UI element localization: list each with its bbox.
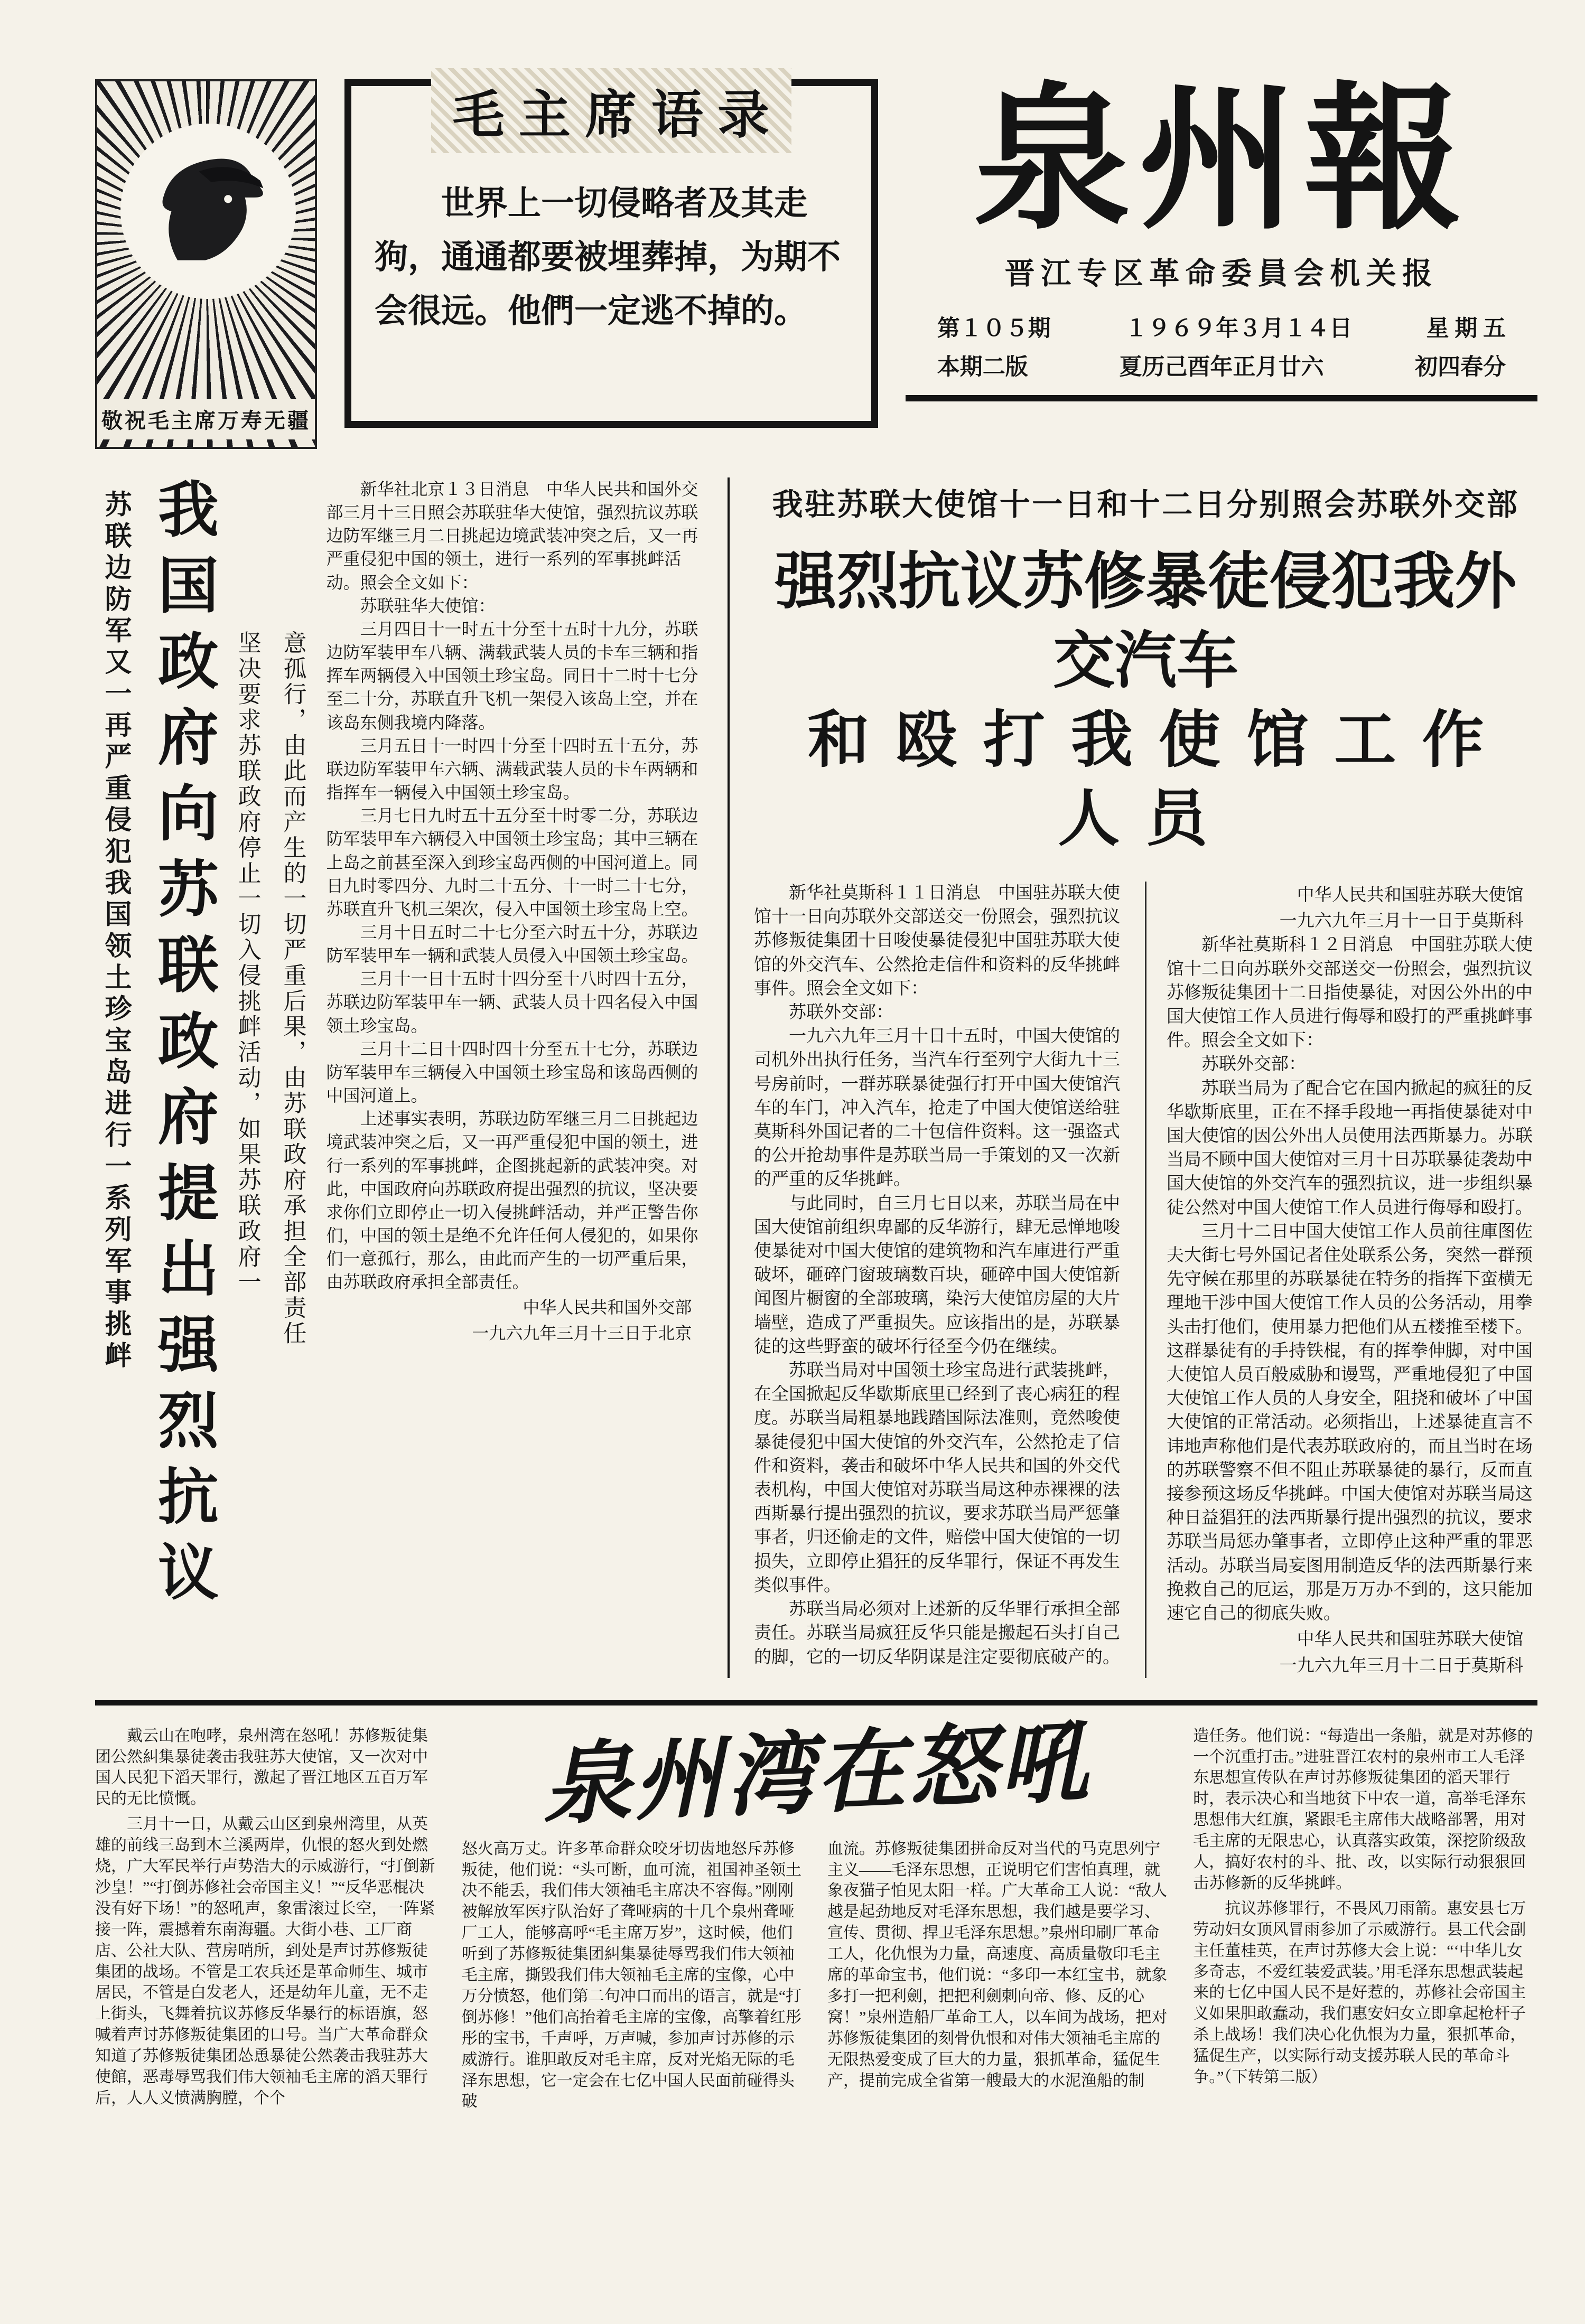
edition-count: 本期二版 [937,354,1028,380]
paragraph: 怒火高万丈。许多革命群众咬牙切齿地怒斥苏修叛徒，他们说：“头可断，血可流，祖国神圣领土决不能丢，我们伟大领袖毛主席决不容侮。”刚刚被解放军医疗队治好了聋哑病的十几个泉州聋哑厂工人，能够高呼“毛主席万岁”，这时候，他们听到了苏修叛徒集团糾集暴徒辱骂我们伟大领袖毛主席，撕毁我们伟大领袖毛主席的宝像，心中万分愤怒，他们第二句冲口而出的语言，就是“打倒苏修！”他们高抬着毛主席的宝像，高擎着红彤彤的宝书，千声呼，万声喊，参加声讨苏修的示威游行。谁胆敢反对毛主席，反对光焰无际的毛泽东思想，它一定会在七亿中国人民面前碰得头破 [461,1840,802,2111]
portrait-circle [120,124,296,299]
paragraph: 三月五日十一时四十分至十四时五十五分，苏联边防军装甲车六辆、满载武装人员的卡车两辆和指挥车一辆侵入中国领土珍宝岛。 [326,736,698,802]
bottom-article [95,1709,1537,2117]
quote-text: 世界上一切侵略者及其走狗，通通都要被埋葬掉，为期不会很远。他們一定逃不掉的。 [375,185,841,330]
signature: 中华人民共和国驻苏联大使馆 [1297,1630,1524,1650]
bottom-column-1 [95,1726,440,2117]
paragraph: 苏联当局必须对上述新的反华罪行承担全部责任。苏联当局疯狂反华只能是搬起石头打自己的脚，它的一切反华阴谋是注定要彻底破产的。 [754,1600,1120,1667]
article-column-left [754,882,1125,1678]
edition-info-row [937,349,1506,381]
masthead-row [95,67,1537,449]
signature-date: 一九六九年三月十二日于莫斯科 [1279,1656,1524,1675]
quote-box-title: 毛主席语录 [431,68,791,153]
portrait-caption: 敬祝毛主席万寿无疆 [97,399,315,439]
paragraph: 苏联当局为了配合它在国内掀起的疯狂的反华歇斯底里，正在不择手段地一再指使暴徒对中国大使馆的因公外出人员使用法西斯暴力。苏联当局不顾中国大使馆对三月十日苏联暴徒袭劫中国大使馆的外交汽车的强烈抗议，进一步组织暴徒公然对中国大使馆工作人员进行侮辱和殴打。 [1167,1079,1533,1217]
paragraph: 一九六九年三月十日十五时，中国大使馆的司机外出执行任务，当汽车行至列宁大街九十三号房前时，一群苏联暴徒强行打开中国大使馆汽车的车门，冲入汽车，抢走了中国大使馆送给驻莫斯科外国记者的二十包信件资料。这一强盗式的公开抢劫事件是苏联当局一手策划的又一次新的严重的反华挑衅。 [754,1027,1120,1189]
signature-date: 一九六九年三月十三日于北京 [472,1323,692,1343]
paragraph: 三月四日十一时五十分至十五时十九分，苏联边防军装甲车八辆、满载武装人员的卡车三辆和指挥车两辆侵入中国领土珍宝岛。同日十二时十七分至二十分，苏联直升飞机一架侵入该岛上空，并在该岛东侧我境内降落。 [326,619,698,732]
paragraph: 戴云山在咆哮，泉州湾在怒吼！苏修叛徒集团公然糾集暴徒袭击我驻苏大使馆，又一次对中国人民犯下滔天罪行，激起了晋江地区五百万军民的无比愤慨。 [95,1727,428,1808]
paragraph: 苏联外交部： [789,1003,893,1023]
article-column-right [1145,882,1537,1678]
section-divider-rule [95,1700,1537,1705]
newspaper-title: 泉州報 [973,67,1470,251]
embassy-protest-article [728,477,1537,1678]
paragraph: 新华社北京１３日消息 中华人民共和国外交部三月十三日照会苏联驻华大使馆，强烈抗议苏联边防军继三月二日挑起边境武装冲突之后，又一再严重侵犯中国的领土，进行一系列的军事挑衅活动。照会全文如下： [326,480,698,592]
solar-term: 初四春分 [1415,354,1506,380]
middle-section [95,477,1537,1678]
protest-note-paragraphs [326,477,705,1294]
main-headline-line2: 和殴打我使馆工作人员 [807,705,1510,854]
bottom-middle-columns [462,1839,1171,2117]
signature: 中华人民共和国外交部 [523,1298,692,1317]
bottom-middle [461,1709,1171,2117]
paragraph: 上述事实表明，苏联边防军继三月二日挑起边境武装冲突之后，又一再严重侵犯中国的领土，进行一系列的军事挑衅，企图挑起新的武装冲突。对此，中国政府向苏联政府提出强烈的抗议，坚决要求你们立即停止一切入侵挑衅活动，并严正警告你们，中国的领土是绝不允许任何人侵犯的，如果你们一意孤行，那么，由此而产生的一切严重后果，由苏联政府承担全部责任。 [326,1109,698,1292]
mao-silhouette-icon [132,135,285,288]
vertical-subhead-2: 意孤行，由此而产生的一切严重后果，由苏联政府承担全部责任 [279,631,306,1347]
mao-portrait [95,79,317,449]
calligraphy-title: 泉州湾在怒吼 [540,1709,1093,1838]
vertical-kicker: 苏联边防军又一再严重侵犯我国领土珍宝岛进行一系列军事挑衅 [101,490,132,1373]
article-columns [754,882,1537,1678]
issue-date: １９６９年３月１４日 [1125,316,1353,341]
paragraph: 三月十二日十四时四十分至五十七分，苏联边防军装甲车三辆侵入中国领土珍宝岛和该岛西侧的中国河道上。 [326,1039,698,1105]
paragraph: 三月十日五时二十七分至六时五十分，苏联边防军装甲车一辆和武装人员侵入中国领土珍宝岛。 [326,922,698,966]
bottom-column-4 [1193,1726,1537,2117]
paragraph: 三月十二日中国大使馆工作人员前往庫图佐夫大街七号外国记者住处联系公务，突然一群预先守候在那里的苏联暴徒在特务的指挥下蛮横无理地干涉中国大使馆工作人员的公务活动，用拳头击打他们，使用暴力把他们从五楼推至楼下。这群暴徒有的手持铁棍，有的挥拳伸脚，对中国大使馆人员百般威胁和谩骂，严重地侵犯了中国大使馆工作人员的人身安全，阻挠和破坏了中国大使馆的正常活动。必须指出，上述暴徒直言不讳地声称他们是代表苏联政府的，而且当时在场的苏联警察不但不阻止苏联暴徒的暴行，反而直接参预这场反华挑衅。中国大使馆对苏联当局这种日益猖狂的法西斯暴行提出强烈的抗议，要求苏联当局惩办肇事者，立即停止这种严重的罪恶活动。苏联当局妄图用制造反华的法西斯暴行来挽救自己的厄运，那是万万办不到的，这只能加速它自己的彻底失败。 [1167,1222,1533,1624]
paragraph: 苏联外交部： [1201,1055,1306,1074]
paragraph: 与此同时，自三月七日以来，苏联当局在中国大使馆前组织卑鄙的反华游行，肆无忌惮地唆使暴徒对中国大使馆的建筑物和汽车庫进行严重破坏，砸碎门窗玻璃数百块，砸碎中国大使馆新闻图片橱窗的全部玻璃，染污大使馆房屋的大片墙壁，造成了严重损失。应该指出的是，苏联暴徒的这些野蛮的破坏行径至今仍在继续。 [754,1194,1120,1356]
paragraph: 三月七日九时五十五分至十时零二分，苏联边防军装甲车六辆侵入中国领土珍宝岛；其中三辆在上岛之前甚至深入到珍宝岛西侧的中国河道上。同日九时零四分、九时二十五分、十一时二十七分，苏联直升飞机三架次，侵入中国领土珍宝岛上空。 [326,806,698,919]
lunar-date: 夏历己酉年正月廿六 [1119,354,1324,380]
newspaper-subtitle: 晋江专区革命委員会机关报 [1004,257,1439,290]
signature: 中华人民共和国驻苏联大使馆 [1297,886,1524,905]
paragraph: 新华社莫斯科１２日消息 中国驻苏联大使馆十二日向苏联外交部送交一份照会，强烈抗议苏修叛徒集团十二日指使暴徒，对因公外出的中国大使馆工作人员进行侮辱和殴打的严重挑衅事件。照会全文如下： [1167,935,1533,1051]
bottom-column-3 [827,1839,1171,2117]
protest-note-article [95,477,705,1678]
paragraph: 造任务。他们说：“每造出一条船，就是对苏修的一个沉重打击。”进驻晋江农村的泉州市工人毛泽东思想宣传队在声讨苏修叛徒集团的滔天罪行时，表示决心和当地贫下中农一道，高举毛泽东思想伟大红旗，紧跟毛主席伟大战略部署，用对毛主席的无限忠心，认真落实政策，深挖阶级敌人，搞好农村的斗、批、改，以实际行动狠狠回击苏修新的反华挑衅。 [1193,1727,1533,1892]
quote-box [344,79,878,428]
signature-date: 一九六九年三月十一日于莫斯科 [1279,912,1524,931]
issue-number: 第１０５期 [937,316,1051,341]
protest-note-text-column [326,477,705,1661]
vertical-headline: 我国政府向苏联政府提出强烈抗议 [148,477,217,1617]
vertical-subheads [230,477,310,1618]
paragraph: 苏联驻华大使馆： [360,596,496,615]
vertical-subhead-1: 坚决要求苏联政府停止一切入侵挑衅活动，如果苏联政府一 [234,631,260,1296]
article-kicker: 我驻苏联大使馆十一日和十二日分别照会苏联外交部 [772,488,1519,522]
paragraph: 三月十一日十五时十四分至十八时四十五分，苏联边防军装甲车一辆、武装人员十四名侵入中国领土珍宝岛。 [326,969,698,1035]
bottom-column-2 [462,1839,805,2117]
main-headline-line1: 强烈抗议苏修暴徒侵犯我外交汽车 [775,547,1517,695]
paragraph: 新华社莫斯科１１日消息 中国驻苏联大使馆十一日向苏联外交部送交一份照会，强烈抗议苏修叛徒集团十日唆使暴徒侵犯中国驻苏联大使馆的外交汽车、公然抢走信件和资料的反华挑衅事件。照会全文如下： [754,884,1120,998]
vertical-headline-row [95,477,705,1661]
article-paragraphs [1167,933,1537,1626]
paragraph: 苏联当局对中国领土珍宝岛进行武装挑衅，在全国掀起反华歇斯底里已经到了丧心病狂的程度。苏联当局粗暴地践踏国际法准则，竟然唆使暴徒侵犯中国大使馆的外交汽车，公然抢走了信件和资料，袭击和破坏中华人民共和国的外交代表机构，中国大使馆对苏联当局这种赤裸裸的法西斯暴行提出强烈的抗议，要求苏联当局严惩肇事者，归还偷走的文件，赔偿中国大使馆的一切损失，立即停止猖狂的反华罪行，保证不再发生类似事件。 [754,1361,1120,1595]
issue-weekday: 星 期 五 [1426,316,1506,341]
paragraph: 三月十一日，从戴云山区到泉州湾里，从英雄的前线三岛到木兰溪两岸，仇恨的怒火到处燃烧，广大军民举行声势浩大的示威游行，“打倒新沙皇！”“打倒苏修社会帝国主义！”“反华恶棍决没有好下场！”的怒吼声，象雷滚过长空，一阵紧接一阵，震撼着东南海疆。大街小巷、工厂商店、公社大队、营房哨所，到处是声讨苏修叛徒集团的战场。不管是工农兵还是革命师生、城市居民，不管是白发老人，还是幼年儿童，无不走上街头，飞舞着抗议苏修反华暴行的标语旗，怒喊着声讨苏修叛徒集团的口号。当广大革命群众知道了苏修叛徒集团怂恿暴徒公然袭击我驻苏大使館，恶毒辱骂我们伟大领袖毛主席的滔天罪行后，人人义愤满胸膛，个个 [95,1815,435,2107]
paragraph: 血流。苏修叛徒集团拼命反对当代的马克思列宁主义——毛泽东思想，正说明它们害怕真理，就象夜猫子怕见太阳一样。广大革命工人说：“敌人越是起劲地反对毛泽东思想，我们越是要学习、宣传、贯彻、捍卫毛泽东思想。”泉州印刷厂革命工人，化仇恨为力量，高速度、高质量敬印毛主席的革命宝书，他们说：“多印一本红宝书，就象多打一把利劍，把把利劍刺向帝、修、反的心窝！”泉州造船厂革命工人，以车间为战场，把对苏修叛徒集团的刻骨仇恨和对伟大领袖毛主席的无限热爱变成了巨大的力量，狠抓革命，猛促生产，提前完成全省第一艘最大的水泥渔船的制 [827,1840,1168,2089]
paragraph: 抗议苏修罪行，不畏风刀雨箭。惠安县七万劳动妇女顶风冒雨参加了示威游行。县工代会副主任董桂英，在声讨苏修大会上说：“‘中华儿女多奇志，不爱红装爱武装。’用毛泽东思想武装起来的七亿中国人民不是好惹的，苏修社会帝国主义如果胆敢蠢动，我们惠安妇女立即拿起枪杆子杀上战场！我们决心化仇恨为力量，狠抓革命，猛促生产，以实际行动支援苏联人民的革命斗争。”（下转第二版） [1193,1899,1526,2086]
masthead [906,67,1537,401]
issue-info-row [937,311,1506,343]
